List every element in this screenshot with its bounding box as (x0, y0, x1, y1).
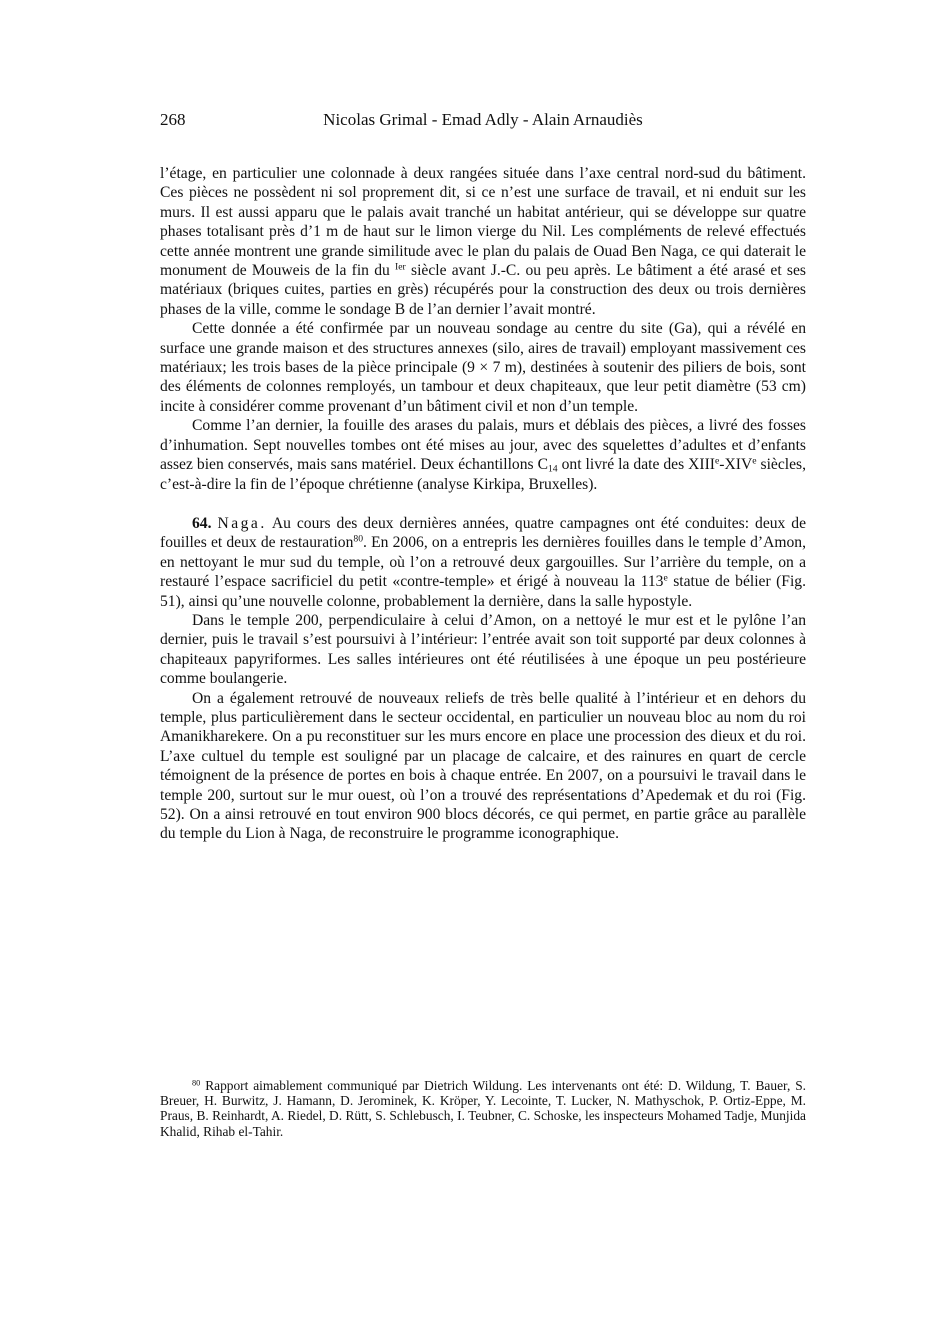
century-roman: XIII (688, 456, 715, 474)
paragraph-text: . En 2006, on a entrepris les dernières fouilles dans le temple d’Amon, en nettoyant le mur sud du temple, où l’on a retrouvé deux gargouilles. Sur l’arrière du temple, on a restauré l’espace sacrificiel du petit «contre-temple» et érigé à nouveau la 113 (160, 534, 806, 591)
page (160, 108, 807, 1139)
superscript: e (663, 572, 668, 584)
paragraph-text: ont livré la date des (557, 456, 689, 474)
dash: - (719, 456, 725, 474)
section-64-naga (160, 514, 806, 611)
paragraph-text: siècle avant J.-C. ou peu après. Le bâtiment a été arasé et ses matériaux (briques cuites, parties en grès) récupérés pour la construction des deux ou trois dernières phases de la ville, comme le sondage B de l’an dernier l’avait montré. (160, 262, 806, 318)
footnotes (160, 1078, 806, 1139)
section-place: Naga. (217, 514, 267, 532)
superscript: Ier (395, 261, 406, 273)
paragraph-text: l’étage, en particulier une colonnade à deux rangées située dans l’axe central nord-sud du bâtiment. Ces pièces ne possèdent ni sol proprement dit, si ce n’est une surface de travail, et ni enduit sur les murs. Il est aussi apparu que le palais avait tranché un habitat antérieur, qui se développe sur quatre phases totalisant près d’1 m de haut sur le limon vierge du Nil. Les compléments de relevé effectués cette année montrent une grande similitude avec le plan du palais de Ouad Ben Naga, ce qui daterait le monument de Mouweis de la fin du (160, 165, 806, 280)
paragraph-continuation (160, 164, 806, 319)
paragraph-text: statue de bélier (Fig. 51), ainsi qu’une nouvelle colonne, probablement la dernière, dans la salle hypostyle. (160, 573, 807, 610)
running-title: Nicolas Grimal - Emad Adly - Alain Arnaudiès (323, 110, 643, 129)
century-roman: XIV (724, 456, 753, 474)
page-number: 268 (160, 110, 186, 129)
paragraph-sondage-ga: Cette donnée a été confirmée par un nouveau sondage au centre du site (Ga), qui a révélé en surface une grande maison et des structures annexes (silo, aires de travail) employant massivement ces matériaux; les trois bases de la pièce principale (9 × 7 m), destinées à soutenir des piliers de bois, sont des éléments de colonnes remployés, un tambour et deux chapiteaux, que leur petit diamètre (53 cm) incite à considérer comme provenant d’un bâtiment civil et non d’un temple. (160, 320, 806, 415)
paragraph-text: Au cours des deux dernières années, quatre campagnes ont été conduites: deux de fouilles et deux de restauration (160, 514, 806, 552)
superscript: e (752, 455, 757, 467)
footnote-80 (160, 1078, 806, 1139)
paragraph-inhumations (160, 416, 806, 494)
footnote-reference: 80 (353, 534, 364, 545)
superscript: e (715, 455, 720, 467)
footnote-text: Rapport aimablement communiqué par Dietrich Wildung. Les intervenants ont été: D. Wildung, T. Bauer, S. Breuer, H. Burwitz, J. Hamann, D. Jerominek, K. Kröper, Y. Lecointe, T. Lucker, N. Mathyschok, P. Ortiz-Eppe, M. Praus, B. Reinhardt, A. Riedel, D. Rütt, S. Schlebusch, I. Teubner, C. Schoske, les inspecteurs Mohamed Tadje, Munjida Khalid, Rihab el-Tahir. (160, 1078, 806, 1139)
paragraph-temple-200: Dans le temple 200, perpendiculaire à celui d’Amon, on a nettoyé le mur est et le pylône l’an dernier, puis le travail s’est poursuivi à l’intérieur: l’entrée avait son toit supporté par deux colonnes à chapiteaux papyriformes. Les salles intérieures ont été réutilisées à une époque un peu postérieure comme boulangerie. (160, 611, 806, 688)
section-number: 64. (192, 514, 212, 532)
paragraph-text: Comme l’an dernier, la fouille des arases du palais, murs et déblais des pièces, a livré des fosses d’inhumation. Sept nouvelles tombes ont été mises au jour, avec des squelettes d’adultes et d’enfants assez bien conservés, mais sans matériel. Deux échantillons C (160, 417, 806, 474)
subscript: 14 (547, 463, 558, 475)
running-header (160, 108, 806, 132)
paragraph-reliefs: On a également retrouvé de nouveaux reliefs de très belle qualité à l’intérieur et en dehors du temple, plus particulièrement dans le secteur occidental, en particulier un nouveau bloc au nom du roi Amanikharekere. On a pu reconstituer sur les murs encore en place une procession des dieux et du roi. L’axe cultuel du temple est souligné par un placage de calcaire, et des rainures en quart de cercle témoignent de la présence de portes en bois à chaque entrée. En 2007, on a poursuivi le travail dans le temple 200, surtout sur le mur ouest, où l’on a trouvé des représentations d’Apedemak et du roi (Fig. 52). On a ainsi retrouvé en tout environ 900 blocs décorés, ce qui permet, en partie grâce au parallèle du temple du Lion à Naga, de reconstruire le programme iconographique. (160, 689, 806, 843)
body-text (160, 164, 806, 844)
paragraph-text: siècles, c’est-à-dire la fin de l’époque chrétienne (analyse Kirkipa, Bruxelles). (160, 456, 806, 493)
footnote-number: 80 (192, 1078, 201, 1088)
